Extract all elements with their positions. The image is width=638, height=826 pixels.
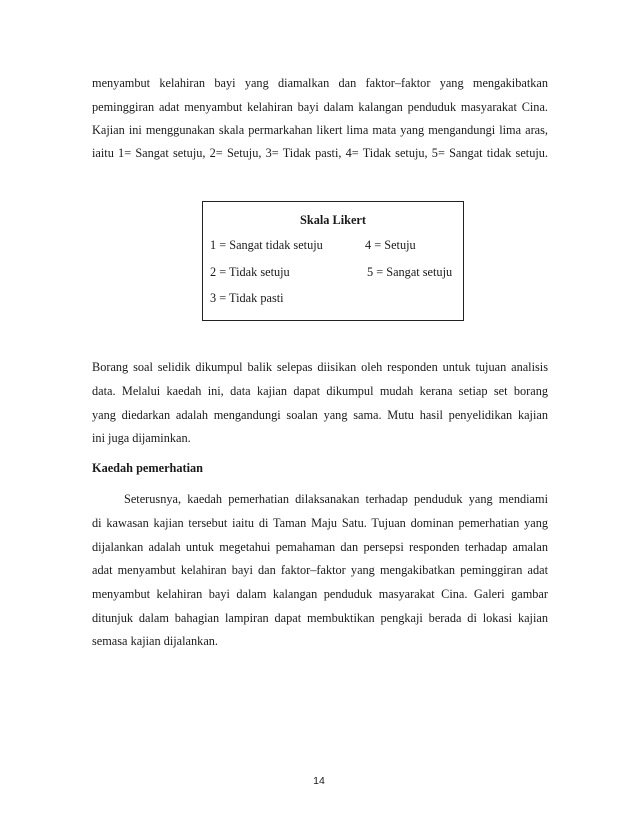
text-line: adat menyambut kelahiran bayi dan faktor–faktor yang mengakibatkan peminggiran adat xyxy=(92,563,548,577)
text-line: dijalankan adalah untuk megetahui pemahaman dan persepsi responden terhadap amalan xyxy=(92,540,548,554)
text-line: ini juga dijaminkan. xyxy=(92,431,191,445)
likert-item: 1 = Sangat tidak setuju xyxy=(210,238,323,252)
text-line: semasa kajian dijalankan. xyxy=(92,634,218,648)
text-line: iaitu 1= Sangat setuju, 2= Setuju, 3= Tidak pasti, 4= Tidak setuju, 5= Sangat tidak setuju. xyxy=(92,146,548,160)
text-line: Kajian ini menggunakan skala permarkahan likert lima mata yang mengandungi lima aras, xyxy=(92,123,548,137)
likert-item: 3 = Tidak pasti xyxy=(210,291,284,305)
text-line: menyambut kelahiran bayi yang diamalkan dan faktor–faktor yang mengakibatkan xyxy=(92,76,548,90)
likert-item: 4 = Setuju xyxy=(365,238,416,252)
text-line: data. Melalui kaedah ini, data kajian dapat dikumpul mudah kerana setiap set borang xyxy=(92,384,548,398)
section-heading: Kaedah pemerhatian xyxy=(92,461,204,475)
likert-scale-box xyxy=(202,201,464,321)
likert-item: 2 = Tidak setuju xyxy=(210,265,290,279)
likert-item: 5 = Sangat setuju xyxy=(367,265,453,279)
text-line: Borang soal selidik dikumpul balik selepas diisikan oleh responden untuk tujuan analisis xyxy=(92,360,548,374)
text-line: ditunjuk dalam bahagian lampiran dapat membuktikan pengkaji berada di lokasi kajian xyxy=(92,611,548,625)
text-line: peminggiran adat menyambut kelahiran bayi dalam kalangan penduduk masyarakat Cina. xyxy=(92,100,548,114)
likert-title: Skala Likert xyxy=(300,213,366,227)
page-number: 14 xyxy=(313,775,325,787)
text-line: menyambut kelahiran bayi dalam kalangan penduduk masyarakat Cina. Galeri gambar xyxy=(92,587,548,601)
text-line: yang diedarkan adalah mengandungi soalan yang sama. Mutu hasil penyelidikan kajian xyxy=(92,408,548,422)
text-line: di kawasan kajian tersebut iaitu di Taman Maju Satu. Tujuan dominan pemerhatian yang xyxy=(92,516,548,530)
text-line: Seterusnya, kaedah pemerhatian dilaksanakan terhadap penduduk yang mendiami xyxy=(124,492,548,506)
